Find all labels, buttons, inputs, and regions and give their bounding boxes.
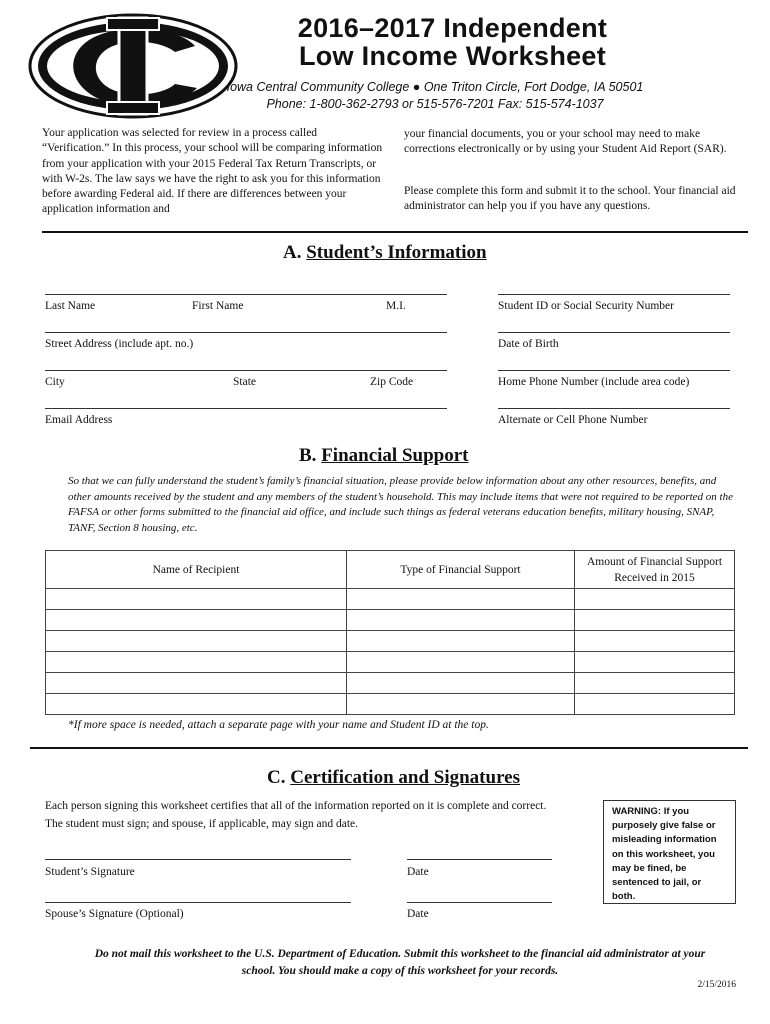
table-row xyxy=(46,631,735,652)
extra-space-note: *If more space is needed, attach a separate page with your name and Student ID at the top. xyxy=(68,719,489,731)
title-line-2: Low Income Worksheet xyxy=(298,41,607,71)
section-divider xyxy=(30,747,748,749)
support-type-cell[interactable] xyxy=(347,610,575,631)
amount-cell[interactable] xyxy=(575,589,735,610)
street-field-line[interactable] xyxy=(45,332,447,333)
amount-cell[interactable] xyxy=(575,610,735,631)
state-label: State xyxy=(233,376,256,388)
section-b-heading xyxy=(299,445,468,467)
support-type-cell[interactable] xyxy=(347,589,575,610)
city-state-zip-field-line[interactable] xyxy=(45,370,447,371)
student-id-field-line[interactable] xyxy=(498,294,730,295)
table-row xyxy=(46,673,735,694)
recipient-cell[interactable] xyxy=(46,610,347,631)
table-header-row xyxy=(46,551,735,589)
support-type-cell[interactable] xyxy=(347,673,575,694)
intro-right-text-1: your financial documents, you or your school may need to make corrections electronically or by using your Student Aid Report (SAR). xyxy=(404,128,727,156)
street-label: Street Address (include apt. no.) xyxy=(45,338,194,350)
certification-text xyxy=(45,798,605,833)
section-a-heading xyxy=(283,242,487,264)
financial-support-table xyxy=(45,550,735,715)
amount-cell[interactable] xyxy=(575,694,735,715)
recipient-cell[interactable] xyxy=(46,589,347,610)
table-row xyxy=(46,589,735,610)
student-signature-label: Student’s Signature xyxy=(45,866,135,878)
section-c-title: Certification and Signatures xyxy=(290,767,520,788)
form-title xyxy=(250,14,655,70)
table-row xyxy=(46,610,735,631)
alt-phone-field-line[interactable] xyxy=(498,408,730,409)
revision-date: 2/15/2016 xyxy=(697,980,736,990)
column-header: Name of Recipient xyxy=(46,551,347,589)
student-id-label: Student ID or Social Security Number xyxy=(498,300,674,312)
recipient-cell[interactable] xyxy=(46,652,347,673)
last-name-label: Last Name xyxy=(45,300,96,312)
recipient-cell[interactable] xyxy=(46,631,347,652)
email-label: Email Address xyxy=(45,414,113,426)
intro-left-text: Your application was selected for review in a process called “Verification.” In this process, your school will be comparing information from your application with your 2015 Federal Tax Return Transcripts, or with W-2s. The law says we have the right to ask you for this information before awarding Federal aid. If there are differences between your application information and xyxy=(42,127,383,216)
zip-label: Zip Code xyxy=(370,376,414,388)
college-contact xyxy=(225,79,645,113)
recipient-cell[interactable] xyxy=(46,694,347,715)
first-name-label: First Name xyxy=(192,300,244,312)
amount-cell[interactable] xyxy=(575,652,735,673)
mailing-notice: Do not mail this worksheet to the U.S. Department of Education. Submit this worksheet to the financial aid administrator at your school. You should make a copy of this worksheet for your records. xyxy=(94,948,706,977)
section-c-letter: C. xyxy=(267,767,286,788)
support-type-cell[interactable] xyxy=(347,694,575,715)
spouse-date-line[interactable] xyxy=(407,902,552,903)
amount-cell[interactable] xyxy=(575,631,735,652)
amount-cell[interactable] xyxy=(575,673,735,694)
intro-right-text-2: Please complete this form and submit it to the school. Your financial aid administrator can help you if you have any questions. xyxy=(404,185,736,213)
home-phone-label: Home Phone Number (include area code) xyxy=(498,376,690,388)
title-line-1: 2016–2017 Independent xyxy=(297,13,608,43)
student-date-line[interactable] xyxy=(407,859,552,860)
home-phone-field-line[interactable] xyxy=(498,370,730,371)
section-a-letter: A. xyxy=(283,242,302,263)
city-label: City xyxy=(45,376,65,388)
college-address: Iowa Central Community College ● One Triton Circle, Fort Dodge, IA 50501 xyxy=(226,80,644,94)
section-b-letter: B. xyxy=(299,445,317,466)
section-b-title: Financial Support xyxy=(321,445,469,466)
support-type-cell[interactable] xyxy=(347,652,575,673)
spouse-signature-label: Spouse’s Signature (Optional) xyxy=(45,908,184,920)
spouse-date-label: Date xyxy=(407,908,429,920)
section-divider xyxy=(42,231,748,233)
dob-label: Date of Birth xyxy=(498,338,559,350)
student-signature-line[interactable] xyxy=(45,859,351,860)
column-header: Amount of Financial Support Received in 2015 xyxy=(575,551,735,589)
support-type-cell[interactable] xyxy=(347,631,575,652)
alt-phone-label: Alternate or Cell Phone Number xyxy=(498,414,648,426)
dob-field-line[interactable] xyxy=(498,332,730,333)
warning-box: WARNING: If you purposely give false or misleading information on this worksheet, you may be fined, be sentenced to jail, or both. xyxy=(603,800,736,904)
college-logo xyxy=(27,12,239,120)
financial-support-intro: So that we can fully understand the student’s family’s financial situation, please provide below information about any other resources, benefits, and other amounts received by the student and any members of the student’s household. This may include items that were not required to be reported on the FAFSA or other forms submitted to the financial aid office, and include such things as federal veterans education benefits, military housing, SNAP, TANF, Section 8 housing, etc. xyxy=(68,475,733,534)
college-phone: Phone: 1-800-362-2793 or 515-576-7201 Fax: 515-574-1037 xyxy=(266,97,604,111)
student-date-label: Date xyxy=(407,866,429,878)
table-row xyxy=(46,694,735,715)
certification-line-2: The student must sign; and spouse, if applicable, may sign and date. xyxy=(45,817,358,830)
spouse-signature-line[interactable] xyxy=(45,902,351,903)
column-header: Type of Financial Support xyxy=(347,551,575,589)
section-c-heading xyxy=(267,767,520,789)
section-a-title: Student’s Information xyxy=(306,242,487,263)
table-row xyxy=(46,652,735,673)
mi-label: M.I. xyxy=(386,300,406,312)
email-field-line[interactable] xyxy=(45,408,447,409)
recipient-cell[interactable] xyxy=(46,673,347,694)
certification-line-1: Each person signing this worksheet certifies that all of the information reported on it is complete and correct. xyxy=(45,800,547,812)
name-field-line[interactable] xyxy=(45,294,447,295)
